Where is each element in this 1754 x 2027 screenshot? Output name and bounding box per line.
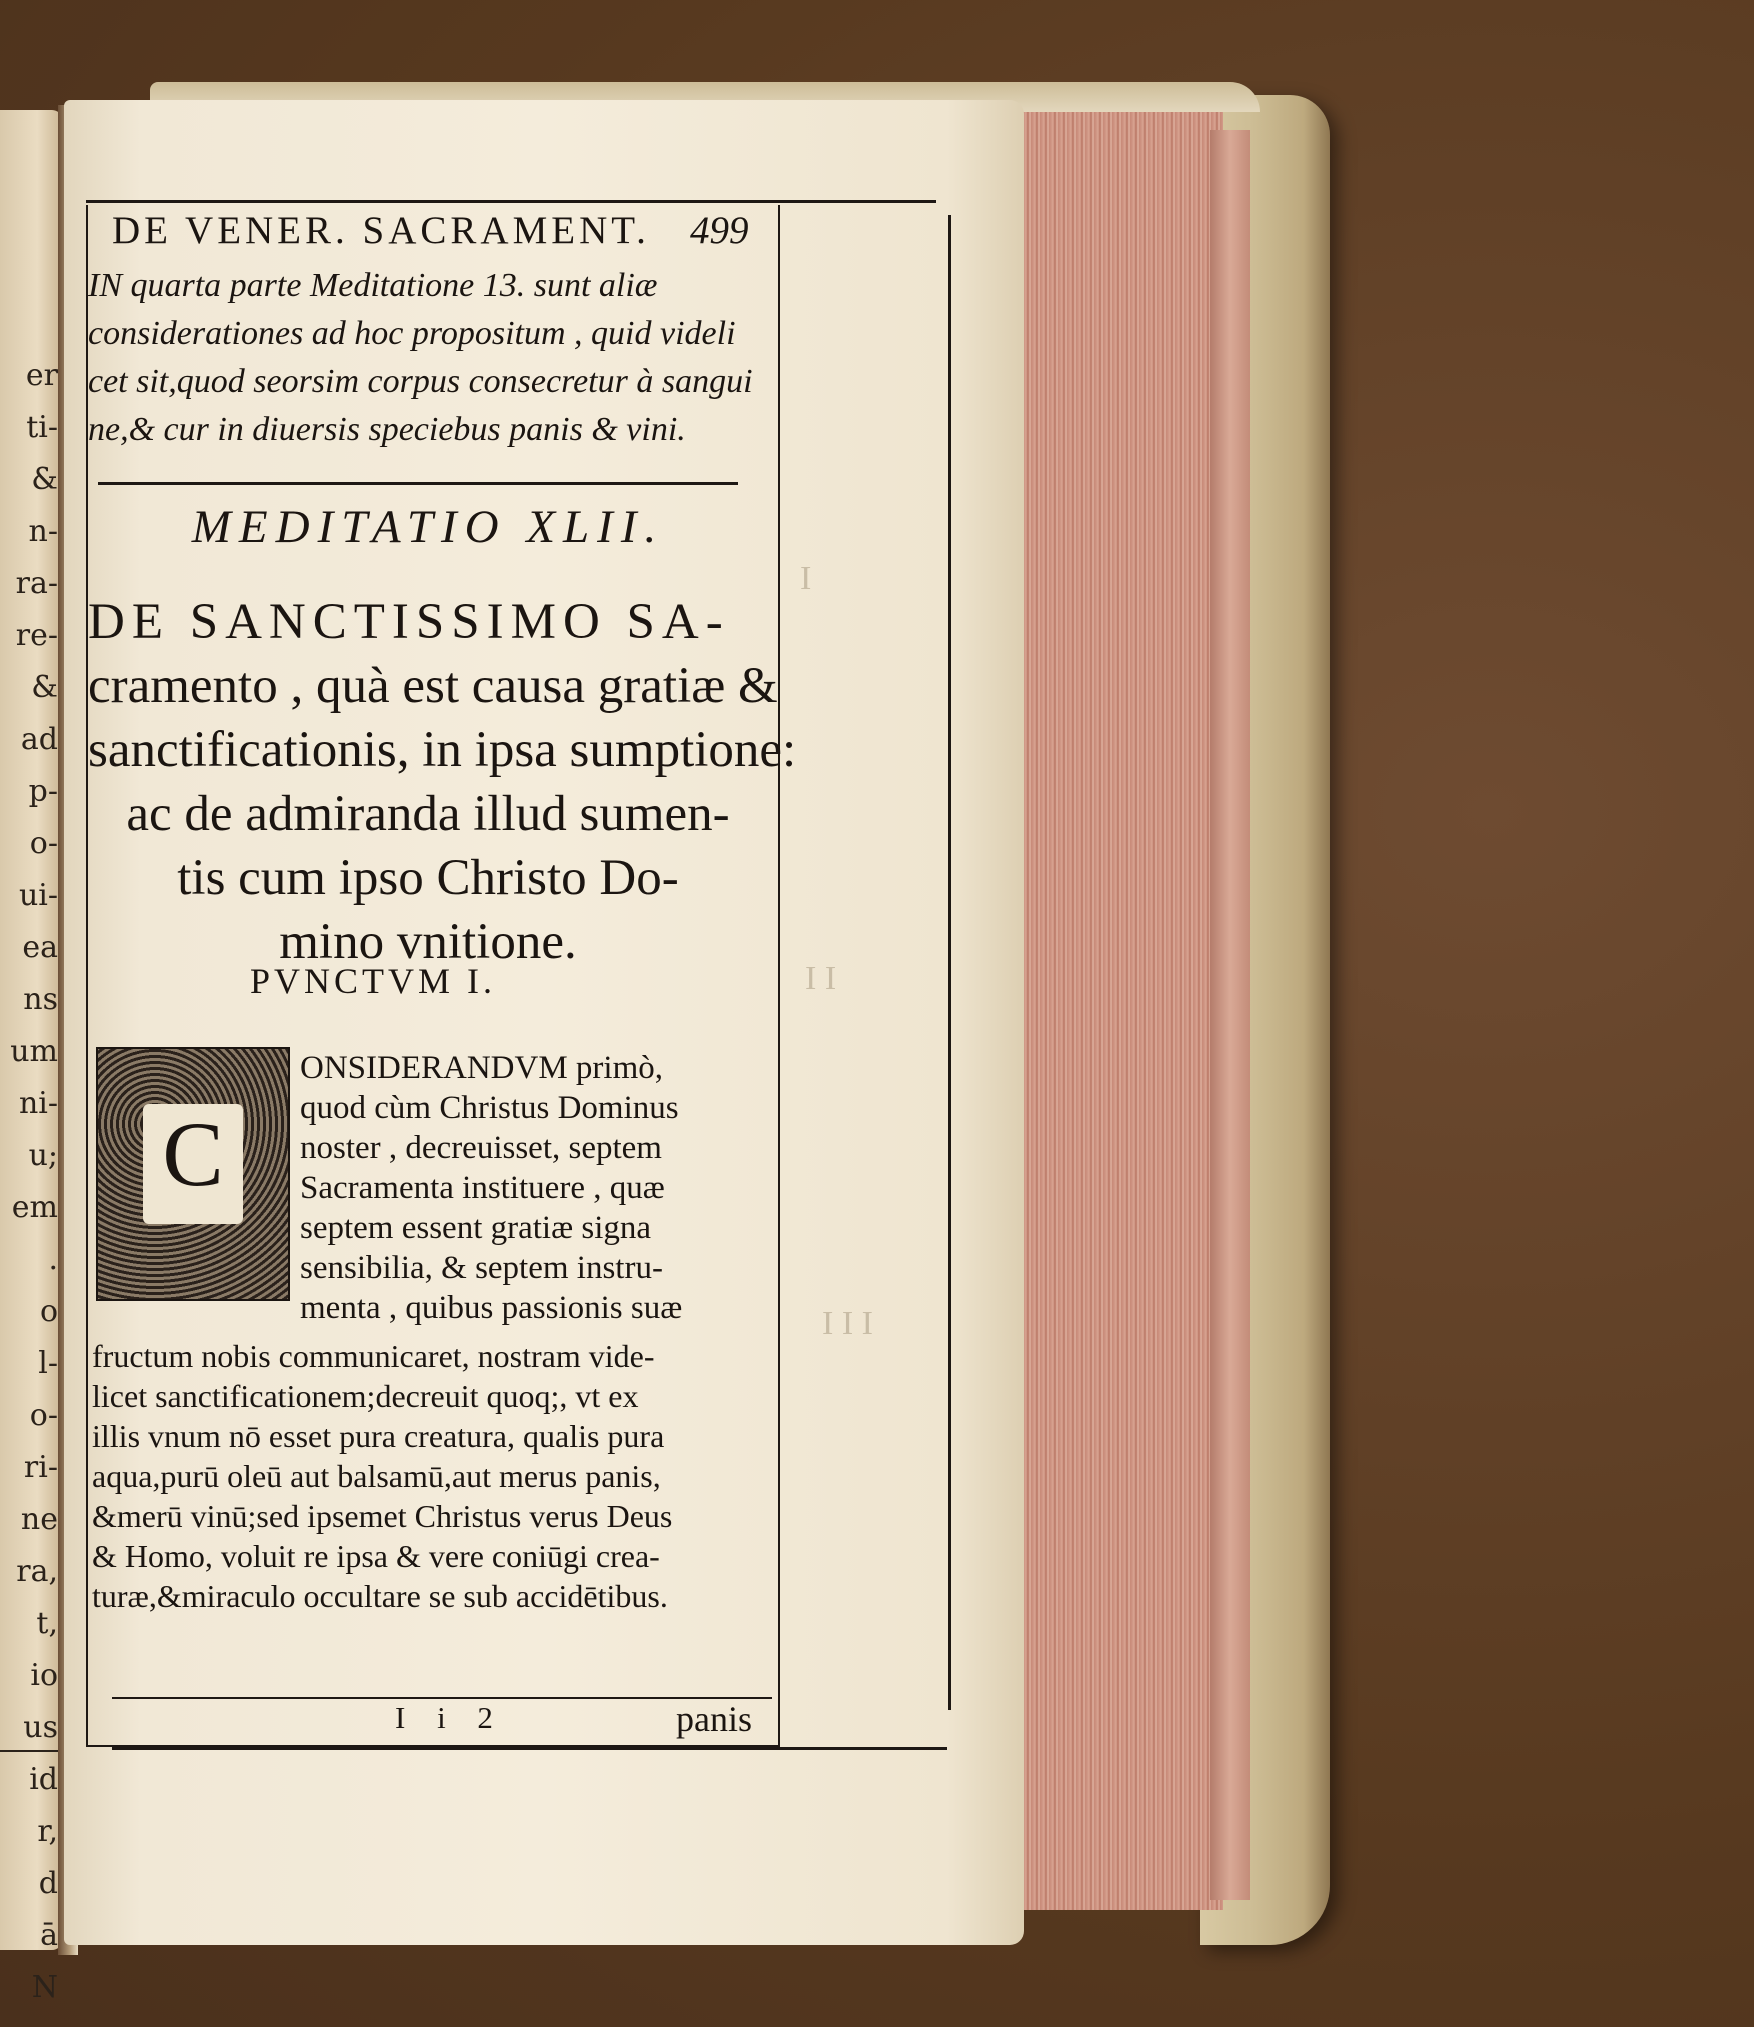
left-page-rule xyxy=(0,1750,58,1752)
body-line: quod cùm Christus Dominus xyxy=(300,1090,679,1126)
body-line: turæ,&miraculo occultare se sub accidētibus. xyxy=(92,1578,668,1614)
left-page-fragment: o- xyxy=(29,826,58,861)
section-rule xyxy=(98,482,738,485)
left-page-fragment: o- xyxy=(29,1398,58,1433)
footer-rule xyxy=(112,1747,947,1750)
left-page-fragment: ne xyxy=(20,1502,58,1537)
left-page-fragment: io xyxy=(30,1658,58,1693)
heading-line: tis cum ipso Christo Do- xyxy=(177,850,679,906)
left-page-fragment: ra- xyxy=(15,566,58,601)
left-page-fragment: ra, xyxy=(16,1554,58,1589)
bleed-through-mark: I I I xyxy=(822,1305,873,1342)
left-page-fragment: & xyxy=(31,462,58,497)
heading-line: cramento , quà est causa gratiæ & xyxy=(88,658,778,714)
body-line: sensibilia, & septem instru- xyxy=(300,1250,663,1286)
margin-rule xyxy=(948,215,951,1710)
body-line: fructum nobis communicaret, nostram vide- xyxy=(92,1338,655,1374)
left-page-fragment: u; xyxy=(28,1138,58,1173)
page-fore-edge xyxy=(1020,110,1223,1910)
body-line: ONSIDERANDVM primò, xyxy=(300,1050,663,1086)
decorated-initial xyxy=(96,1047,290,1301)
left-page-fragment: t, xyxy=(36,1606,58,1641)
header-rule xyxy=(86,200,936,203)
punctum-label: PVNCTVM I. xyxy=(250,961,497,1001)
left-page-fragment: ns xyxy=(23,982,58,1017)
body-text xyxy=(92,1336,772,1616)
body-line: Sacramenta instituere , quæ xyxy=(300,1170,665,1206)
left-page-text-fragments xyxy=(0,350,58,2014)
left-page-fragment: ā xyxy=(40,1918,58,1953)
body-line: aqua,purū oleū aut balsamū,aut merus panis, xyxy=(92,1458,661,1494)
left-page-fragment: ri- xyxy=(23,1450,58,1485)
heading-line: ac de admiranda illud sumen- xyxy=(126,786,730,842)
left-page-fragment: & xyxy=(31,670,58,705)
body-line: &merū vinū;sed ipsemet Christus verus Deus xyxy=(92,1498,673,1534)
left-page-fragment: . xyxy=(48,1242,58,1277)
left-page-fragment: l- xyxy=(38,1346,58,1381)
note-line: cet sit,quod seorsim corpus consecretur à sangui xyxy=(88,363,753,400)
left-page-fragment: n- xyxy=(28,514,58,549)
catchword: panis xyxy=(676,1699,752,1739)
body-line: septem essent gratiæ signa xyxy=(300,1210,652,1246)
text-bottom-rule xyxy=(112,1697,772,1699)
meditation-title: MEDITATIO XLII. xyxy=(191,501,665,553)
left-page-fragment: em xyxy=(11,1190,58,1225)
left-page-fragment: id xyxy=(29,1762,58,1797)
page-number: 499 xyxy=(690,209,749,252)
bleed-through-mark: I xyxy=(800,560,812,597)
left-page-fragment: us xyxy=(23,1710,58,1745)
bleed-through-mark: I I xyxy=(805,960,837,997)
chapter-heading xyxy=(88,590,797,974)
left-page-fragment: er xyxy=(25,358,58,393)
left-page xyxy=(0,110,62,2005)
body-text-indented xyxy=(300,1048,770,1328)
left-page-fragment: r, xyxy=(37,1814,58,1849)
note-line: ne,& cur in diuersis speciebus panis & vini. xyxy=(88,411,686,448)
body-line: illis vnum nō esset pura creatura, qualis pura xyxy=(92,1418,665,1454)
signature-mark: I i 2 xyxy=(395,1700,505,1735)
left-page-fragment: o xyxy=(39,1294,58,1329)
left-page-fragment: d xyxy=(38,1866,58,1901)
note-line: IN quarta parte Meditatione 13. sunt aliæ xyxy=(88,267,658,304)
heading-line: sanctificationis, in ipsa sumptione: xyxy=(88,722,797,778)
body-line: menta , quibus passionis suæ xyxy=(300,1290,683,1326)
left-page-fragment: N xyxy=(31,1970,58,2005)
left-page-fragment: ti- xyxy=(26,410,58,445)
initial-letter: C xyxy=(162,1103,224,1205)
body-line: & Homo, voluit re ipsa & vere coniūgi crea- xyxy=(92,1538,660,1574)
left-page-fragment: p- xyxy=(28,774,58,809)
running-head: DE VENER. SACRAMENT. xyxy=(112,209,650,252)
heading-line: mino vnitione. xyxy=(279,914,577,970)
left-page-fragment: ui- xyxy=(18,878,58,913)
body-line: licet sanctificationem;decreuit quoq;, vt ex xyxy=(92,1378,639,1414)
note-line: considerationes ad hoc propositum , quid videli xyxy=(88,315,736,352)
left-page-fragment: ni- xyxy=(18,1086,58,1121)
left-page-fragment: ad xyxy=(20,722,58,757)
left-page-fragment: um xyxy=(10,1034,58,1069)
heading-line: DE SANCTISSIMO SA- xyxy=(88,594,730,650)
cross-reference-note xyxy=(88,262,768,454)
left-page-fragment: ea xyxy=(22,930,58,965)
page-fore-edge-cap xyxy=(1210,130,1250,1900)
body-line: noster , decreuisset, septem xyxy=(300,1130,662,1166)
left-page-fragment: re- xyxy=(15,618,58,653)
